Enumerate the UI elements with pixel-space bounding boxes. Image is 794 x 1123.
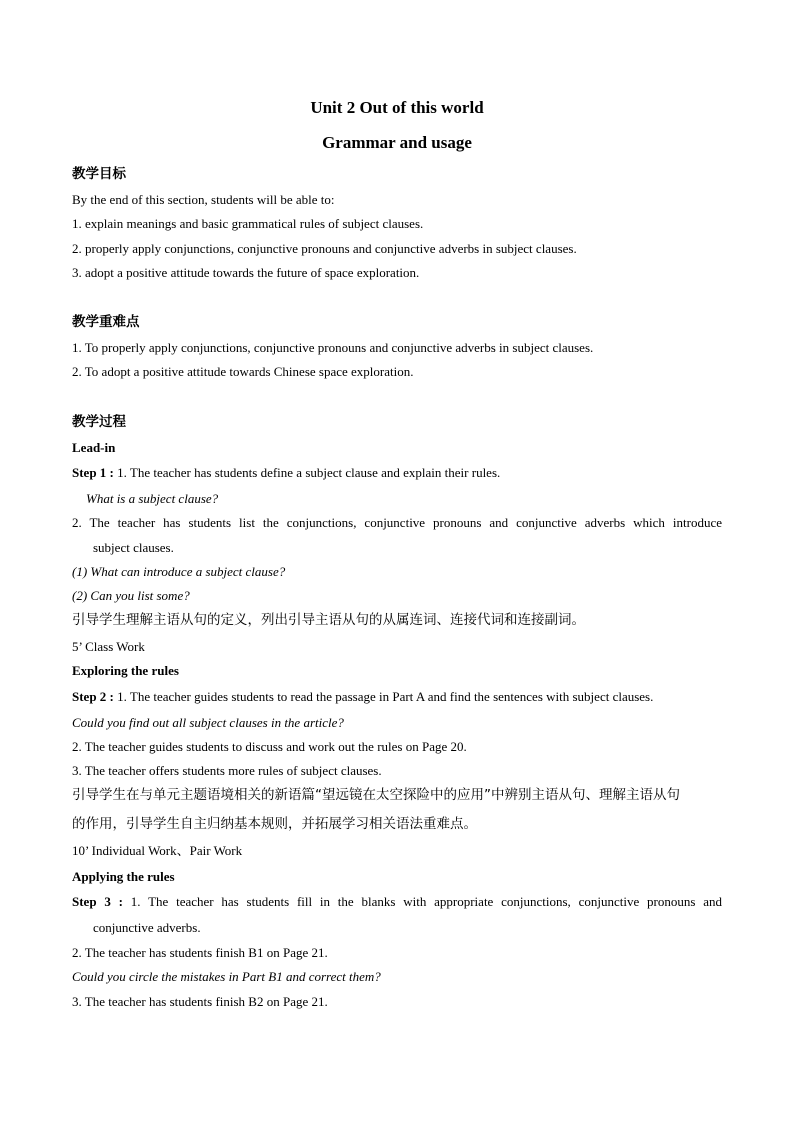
lead-in-question: (1) What can introduce a subject clause? bbox=[72, 564, 286, 579]
lead-in-item-2-cont: subject clauses. bbox=[93, 540, 174, 555]
applying-item-3: 3. The teacher has students finish B2 on Page 21. bbox=[72, 994, 328, 1009]
step-1 bbox=[72, 465, 500, 481]
exploring-time: 10’ Individual Work、Pair Work bbox=[72, 843, 243, 858]
step-2-text: 1. The teacher guides students to read the passage in Part A and find the sentences with subject clauses. bbox=[113, 689, 654, 704]
lead-in-heading: Lead-in bbox=[72, 440, 116, 455]
lead-in-question: What is a subject clause? bbox=[86, 491, 219, 506]
key-points-heading: 教学重难点 bbox=[72, 314, 140, 330]
exploring-item-3: 3. The teacher offers students more rules of subject clauses. bbox=[72, 763, 382, 778]
step-3-label: Step 3 : bbox=[72, 894, 123, 909]
objective-item: 3. adopt a positive attitude towards the future of space exploration. bbox=[72, 265, 420, 280]
key-point-item: 1. To properly apply conjunctions, conjunctive pronouns and conjunctive adverbs in subject clauses. bbox=[72, 340, 594, 355]
exploring-cn-note: 引导学生在与单元主题语境相关的新语篇“望远镜在太空探险中的应用”中辨别主语从句、理解主语从句 bbox=[72, 787, 680, 803]
step-2 bbox=[72, 689, 653, 705]
lead-in-item-2: 2. The teacher has students list the conjunctions, conjunctive pronouns and conjunctive adverbs which introduce bbox=[72, 515, 722, 530]
objective-item: 2. properly apply conjunctions, conjunctive pronouns and conjunctive adverbs in subject clauses. bbox=[72, 241, 577, 256]
exploring-item-2: 2. The teacher guides students to discuss and work out the rules on Page 20. bbox=[72, 739, 467, 754]
step-3-text: 1. The teacher has students fill in the blanks with appropriate conjunctions, conjunctive pronouns and bbox=[122, 894, 722, 909]
step-1-label: Step 1 : bbox=[72, 465, 114, 480]
exploring-cn-note-cont: 的作用，引导学生自主归纳基本规则，并拓展学习相关语法重难点。 bbox=[72, 816, 477, 832]
lead-in-time: 5’ Class Work bbox=[72, 639, 145, 654]
objectives-heading: 教学目标 bbox=[72, 166, 126, 182]
step-3-text-cont: conjunctive adverbs. bbox=[93, 920, 201, 935]
lead-in-question: (2) Can you list some? bbox=[72, 588, 190, 603]
key-point-item: 2. To adopt a positive attitude towards Chinese space exploration. bbox=[72, 364, 414, 379]
applying-heading: Applying the rules bbox=[72, 869, 175, 884]
applying-item-2: 2. The teacher has students finish B1 on Page 21. bbox=[72, 945, 328, 960]
lead-in-cn-note: 引导学生理解主语从句的定义，列出引导主语从句的从属连词、连接代词和连接副词。 bbox=[72, 612, 585, 628]
objectives-intro: By the end of this section, students will be able to: bbox=[72, 192, 335, 207]
applying-question: Could you circle the mistakes in Part B1 and correct them? bbox=[72, 969, 381, 984]
exploring-heading: Exploring the rules bbox=[72, 663, 179, 678]
objective-item: 1. explain meanings and basic grammatical rules of subject clauses. bbox=[72, 216, 424, 231]
exploring-question: Could you find out all subject clauses in the article? bbox=[72, 715, 344, 730]
step-1-text: 1. The teacher has students define a subject clause and explain their rules. bbox=[113, 465, 501, 480]
step-3 bbox=[72, 894, 722, 910]
step-2-label: Step 2 : bbox=[72, 689, 114, 704]
document-subtitle: Grammar and usage bbox=[322, 133, 472, 152]
process-heading: 教学过程 bbox=[72, 414, 126, 430]
document-title: Unit 2 Out of this world bbox=[310, 98, 484, 117]
